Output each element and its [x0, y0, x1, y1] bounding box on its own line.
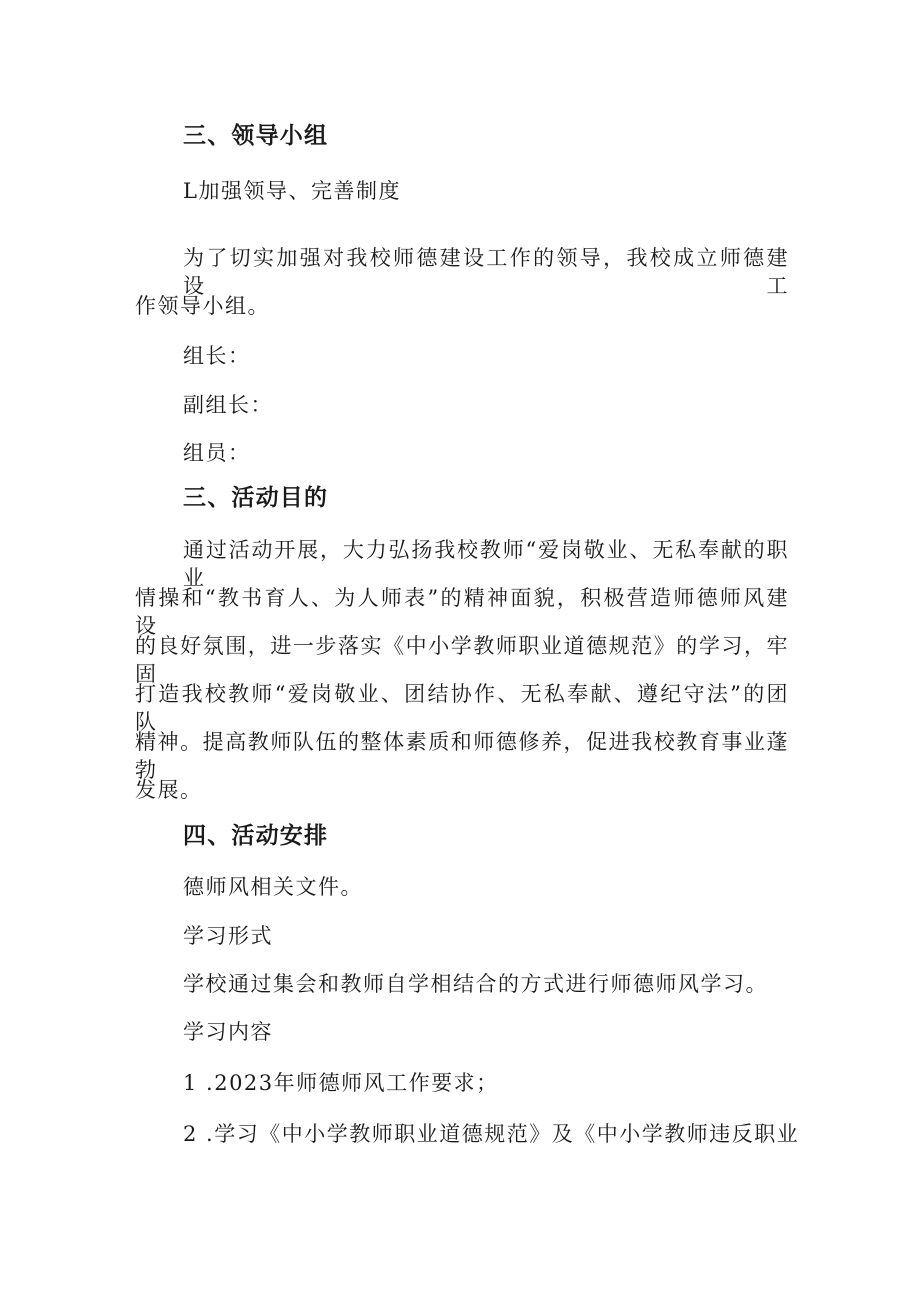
paragraph-purpose-line-5: 精神。提高教师队伍的整体素质和师德修养，促进我校教育事业蓬勃 — [135, 730, 789, 782]
list-item-1: 1 .2023年师德师风工作要求； — [183, 1071, 499, 1095]
paragraph-purpose-line-1: 通过活动开展，大力弘扬我校教师“爱岗敬业、无私奉献的职业 — [183, 538, 789, 590]
paragraph-intro-line-1: 为了切实加强对我校师德建设工作的领导，我校成立师德建设工 — [183, 246, 789, 298]
leader-label: 组长： — [183, 344, 251, 368]
subheading-strengthen-leadership: L加强领导、完善制度 — [183, 179, 401, 203]
label-study-content: 学习内容 — [183, 1020, 273, 1044]
deputy-leader-label: 副组长： — [183, 393, 273, 417]
paragraph-intro-line-2: 作领导小组。 — [135, 294, 270, 318]
list-item-2: 2 .学习《中小学教师职业道德规范》及《中小学教师违反职业 — [183, 1122, 800, 1146]
line-study-form: 学校通过集会和教师自学相结合的方式进行师德师风学习。 — [183, 972, 768, 996]
section-heading-arrangement: 四、活动安排 — [183, 823, 329, 849]
member-label: 组员： — [183, 441, 251, 465]
label-study-form: 学习形式 — [183, 924, 273, 948]
paragraph-purpose-line-6: 发展。 — [135, 778, 203, 802]
paragraph-purpose-line-2: 情操和“教书育人、为人师表”的精神面貌，积极营造师德师风建设 — [135, 586, 789, 638]
section-heading-purpose: 三、活动目的 — [183, 485, 329, 511]
paragraph-purpose-line-3: 的良好氛围，进一步落实《中小学教师职业道德规范》的学习，牢固 — [135, 634, 789, 686]
section-heading-leadership: 三、领导小组 — [183, 123, 329, 149]
line-related-files: 德师风相关文件。 — [183, 875, 363, 899]
paragraph-purpose-line-4: 打造我校教师“爱岗敬业、团结协作、无私奉献、遵纪守法”的团队 — [135, 682, 789, 734]
